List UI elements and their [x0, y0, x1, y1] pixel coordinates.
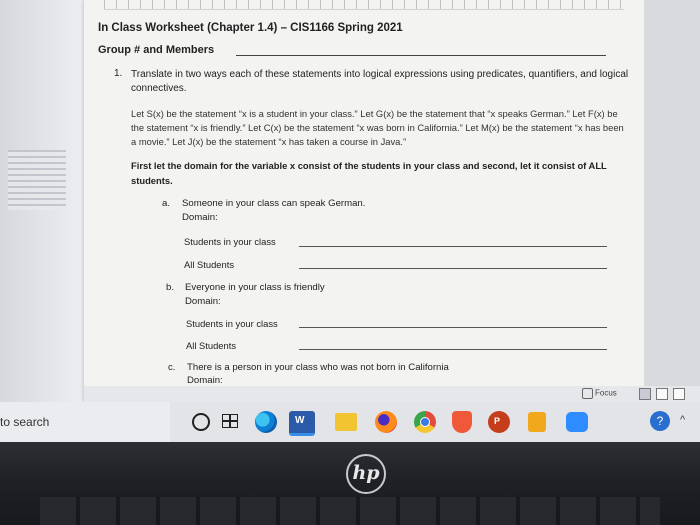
left-window-margin [0, 0, 84, 402]
subpart-b-letter: b. [166, 282, 175, 293]
question-number: 1. [114, 68, 123, 79]
sticky-notes-icon[interactable] [528, 412, 546, 432]
subpart-a-answer-line-all[interactable] [299, 268, 607, 269]
subpart-a-answer-label-all: All Students [184, 259, 235, 270]
read-mode-view-icon[interactable] [639, 388, 651, 400]
subpart-b-answer-label-all: All Students [186, 340, 237, 351]
focus-label: Focus [595, 388, 617, 398]
subpart-b-text: Everyone in your class is friendly [185, 282, 325, 293]
powerpoint-icon[interactable] [488, 411, 510, 433]
subpart-a-domain-label: Domain: [182, 212, 218, 223]
file-explorer-icon[interactable] [335, 413, 357, 431]
group-members-label: Group # and Members [98, 44, 215, 56]
subpart-b-answer-line-all[interactable] [299, 349, 607, 350]
document-page[interactable] [84, 0, 644, 402]
firefox-icon[interactable] [375, 411, 397, 433]
word-letter: W [295, 415, 305, 426]
subpart-c-domain-label: Domain: [187, 375, 223, 386]
hp-logo: hp [346, 454, 386, 494]
subpart-c-letter: c. [168, 362, 176, 373]
edge-browser-icon[interactable] [255, 411, 277, 433]
taskbar-search-box[interactable] [0, 402, 170, 442]
group-members-field[interactable] [98, 44, 606, 58]
domain-instruction: First let the domain for the variable x consist of the students in your class and second, let it consist of ALL students. [131, 160, 607, 186]
laptop-bezel [0, 442, 700, 525]
navigation-pane-blur [8, 150, 66, 210]
windows-taskbar [0, 402, 700, 442]
search-placeholder: to search [0, 415, 50, 429]
word-app-icon[interactable] [289, 411, 315, 436]
chrome-icon[interactable] [414, 411, 436, 433]
subpart-c-text: There is a person in your class who was not born in California [187, 362, 449, 373]
task-view-icon[interactable] [222, 414, 238, 428]
web-layout-view-icon[interactable] [673, 388, 685, 400]
predicate-definitions: Let S(x) be the statement “x is a student in your class.” Let G(x) be the statement that “x speaks German.” Let F(x) be the statement “x is friendly.” Let C(x) be the statement “x was born in California.” Let M(x) be the statement “x has been a movie.” Let J(x) be the statement “x has taken a course in Java.” [131, 108, 624, 147]
help-icon[interactable]: ? [650, 411, 670, 431]
subpart-a-letter: a. [162, 198, 171, 209]
subpart-b-answer-line-class[interactable] [299, 327, 607, 328]
cortana-icon[interactable] [192, 413, 210, 431]
subpart-a-answer-line-class[interactable] [299, 246, 607, 247]
ppt-letter: P [494, 416, 501, 426]
brave-browser-icon[interactable] [452, 411, 472, 433]
right-window-margin [644, 0, 700, 402]
subpart-a-text: Someone in your class can speak German. [182, 198, 366, 209]
zoom-app-icon[interactable] [566, 412, 588, 432]
subpart-a-answer-label-class: Students in your class [184, 236, 276, 247]
system-tray-caret-icon[interactable]: ^ [680, 414, 686, 426]
document-title: In Class Worksheet (Chapter 1.4) – CIS1166 Spring 2021 [98, 22, 403, 34]
subpart-b-domain-label: Domain: [185, 296, 221, 307]
focus-icon [582, 388, 593, 399]
horizontal-ruler[interactable] [104, 0, 624, 10]
question-text: Translate in two ways each of these statements into logical expressions using predicates, quantifiers, and logical connectives. [131, 69, 629, 94]
print-layout-view-icon[interactable] [656, 388, 668, 400]
keyboard-edge [40, 497, 660, 525]
status-bar [84, 386, 700, 402]
subpart-b-answer-label-class: Students in your class [186, 318, 278, 329]
group-members-underline [236, 55, 606, 56]
focus-mode-button[interactable] [582, 388, 617, 399]
